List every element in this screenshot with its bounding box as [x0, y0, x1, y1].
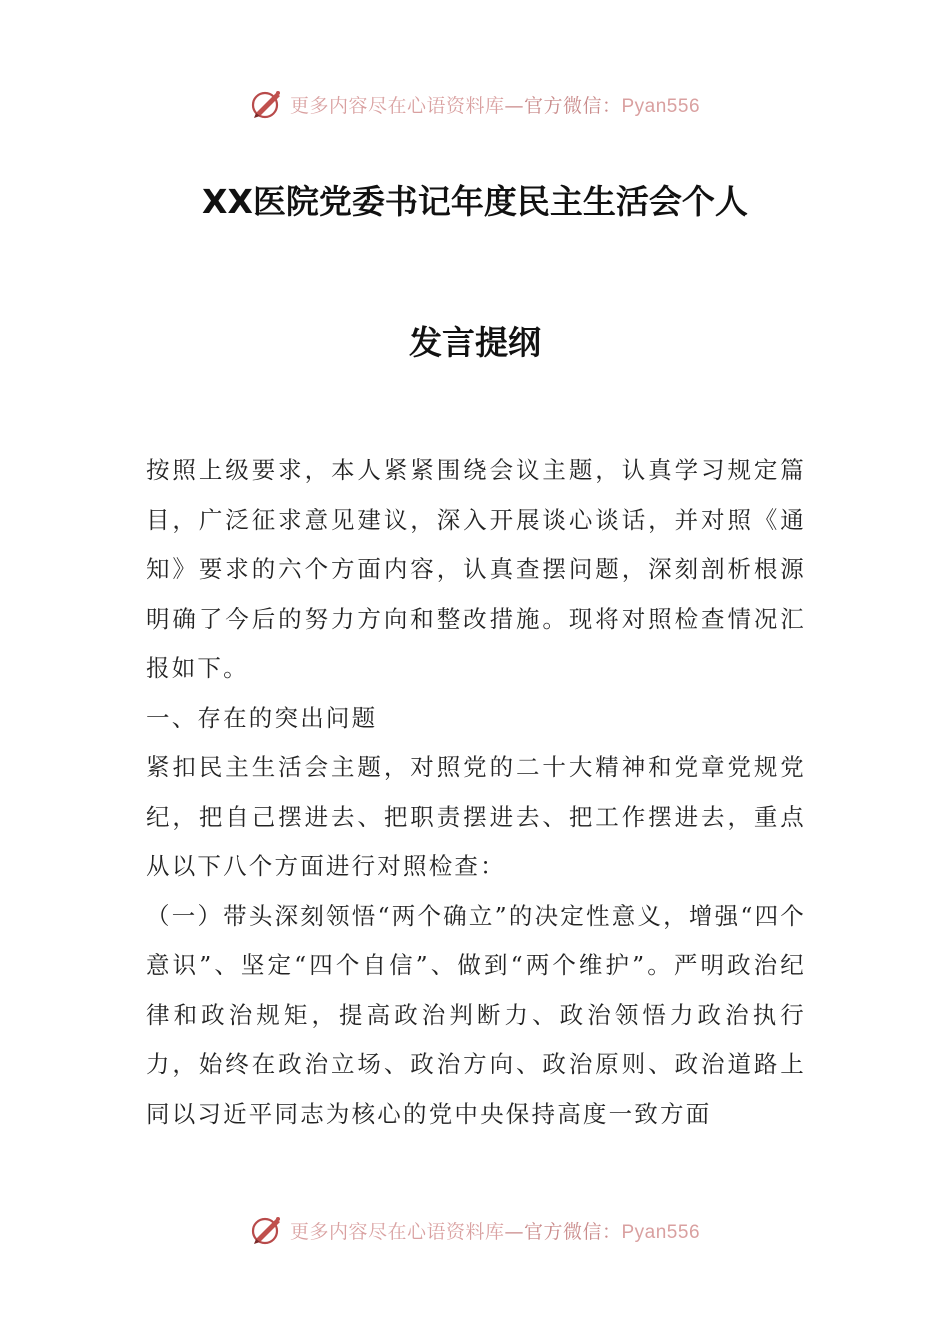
intro-paragraph: 按照上级要求，本人紧紧围绕会议主题，认真学习规定篇目，广泛征求意见建议，深入开展谈心谈话，并对照《通知》要求的六个方面内容，认真查摆问题，深刻剖析根源明确了今后的努力方向和整改措施。现将对照检查情况汇报如下。 — [146, 456, 806, 682]
section-heading: 一、存在的突出问题 — [146, 703, 378, 732]
footer-watermark — [0, 1210, 950, 1250]
pen-logo-icon — [250, 1213, 284, 1247]
document-title-line-1: XX医院党委书记年度民主生活会个人 — [202, 182, 748, 221]
header-watermark — [0, 84, 950, 124]
subsection-paragraph: （一）带头深刻领悟“两个确立”的决定性意义，增强“四个意识”、坚定“四个自信”、做到“两个维护”。严明政治纪律和政治规矩，提高政治判断力、政治领悟力政治执行力，始终在政治立场、政治方向、政治原则、政治道路上同以习近平同志为核心的党中央保持高度一致方面 — [146, 901, 806, 1128]
pen-logo-icon — [250, 87, 284, 121]
section-paragraph: 紧扣民主生活会主题，对照党的二十大精神和党章党规党纪，把自己摆进去、把职责摆进去、把工作摆进去，重点从以下八个方面进行对照检查： — [146, 753, 806, 880]
document-body — [146, 446, 806, 1139]
document-title-line-2: 发言提纲 — [409, 323, 541, 362]
watermark-text: 更多内容尽在心语资料库—官方微信：Pyan556 — [289, 94, 701, 117]
watermark-text: 更多内容尽在心语资料库—官方微信：Pyan556 — [289, 1220, 701, 1243]
